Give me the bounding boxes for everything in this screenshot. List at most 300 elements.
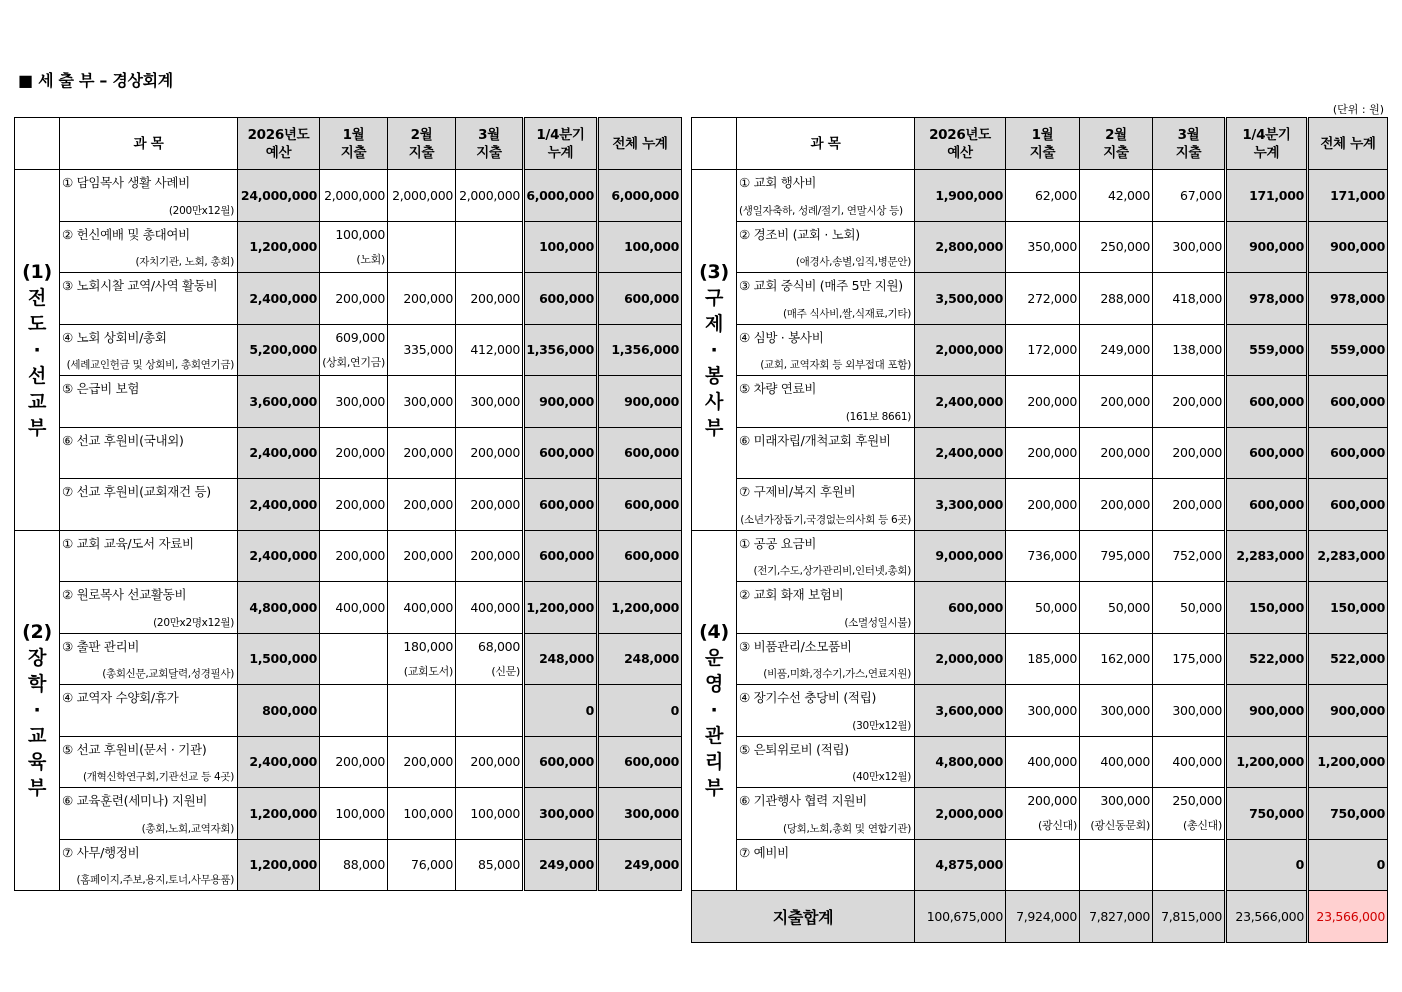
item-cell [737, 273, 915, 325]
cell-m1-note: (노회) [356, 252, 385, 266]
cell-m1-stack [320, 327, 387, 373]
cell-m2 [388, 582, 456, 634]
cell-m1-note: (상회,연기금) [322, 355, 385, 369]
item-cell [737, 530, 915, 582]
cell-budget-value: 2,400,000 [249, 496, 317, 512]
cell-budget-value: 2,000,000 [935, 651, 1003, 667]
cell-m3-value: 300,000 [470, 393, 520, 409]
cell-m1-value: 609,000 [335, 329, 385, 345]
summary-m2-value: 7,827,000 [1089, 909, 1150, 924]
cell-m1 [1006, 736, 1080, 788]
cell-m1 [320, 376, 388, 428]
item-cell [737, 376, 915, 428]
cell-total [598, 273, 682, 325]
item-note: (40만x12월) [852, 771, 911, 783]
cell-m3 [1153, 633, 1226, 685]
cell-q1 [1226, 324, 1308, 376]
cell-m1-value: 200,000 [335, 754, 385, 770]
cell-m2-value: 200,000 [1100, 445, 1150, 461]
cell-budget [238, 170, 320, 222]
header-subject-label: 과 목 [810, 135, 841, 152]
cell-m3 [1153, 273, 1226, 325]
cell-m1 [1006, 376, 1080, 428]
cell-budget [238, 839, 320, 891]
header-m3-line: 3월 [478, 126, 500, 143]
cell-q1-value: 600,000 [1249, 393, 1304, 409]
cell-q1 [524, 582, 598, 634]
section-label-char: 교 [27, 390, 47, 413]
cell-q1 [524, 788, 598, 840]
header-q1-line: 1/4분기 [536, 126, 585, 143]
cell-m1-value: 300,000 [1027, 702, 1077, 718]
table-row [692, 324, 1388, 376]
table-row [15, 788, 682, 840]
cell-q1-value: 600,000 [539, 290, 594, 306]
header-blank [692, 118, 737, 170]
item-cell [60, 839, 238, 891]
item-cell [737, 685, 915, 737]
cell-q1-value: 1,200,000 [526, 599, 594, 615]
item-cell [737, 736, 915, 788]
cell-m2-value: 200,000 [403, 548, 453, 564]
cell-budget-value: 2,000,000 [935, 805, 1003, 821]
cell-m1-value: 200,000 [335, 445, 385, 461]
cell-m1-value: 200,000 [335, 548, 385, 564]
cell-m2 [388, 530, 456, 582]
item-cell [60, 736, 238, 788]
cell-q1 [1226, 633, 1308, 685]
cell-budget [238, 324, 320, 376]
cell-budget-value: 2,400,000 [249, 445, 317, 461]
cell-total [1308, 376, 1388, 428]
cell-budget [915, 633, 1006, 685]
cell-budget-value: 3,300,000 [935, 496, 1003, 512]
item-cell [60, 170, 238, 222]
cell-budget-value: 2,400,000 [249, 290, 317, 306]
summary-q1 [1226, 891, 1308, 943]
cell-q1 [524, 324, 598, 376]
header-row [15, 118, 682, 170]
cell-m2 [388, 479, 456, 531]
cell-total-value: 750,000 [1330, 805, 1385, 821]
cell-q1 [1226, 685, 1308, 737]
cell-m1 [1006, 839, 1080, 891]
cell-q1-value: 6,000,000 [526, 187, 594, 203]
cell-total-value: 900,000 [624, 393, 679, 409]
item-name: ⑦ 사무/행정비 [62, 844, 140, 860]
item-note: (비품,미화,정수기,가스,연료지원) [763, 668, 911, 680]
section-label-char: 봉 [704, 364, 724, 387]
cell-budget-value: 2,400,000 [935, 445, 1003, 461]
cell-budget [915, 530, 1006, 582]
item-cell [737, 788, 915, 840]
cell-total-value: 1,200,000 [611, 599, 679, 615]
cell-m2 [1080, 685, 1153, 737]
item-note: (총회신문,교회달력,성경필사) [102, 668, 234, 680]
cell-m3-value: 67,000 [1180, 187, 1222, 203]
table-row [692, 736, 1388, 788]
cell-m1-value: 272,000 [1027, 290, 1077, 306]
cell-m3-value: 68,000 [478, 638, 520, 654]
item-name: ① 교회 행사비 [739, 175, 817, 190]
cell-m2-value: 200,000 [403, 445, 453, 461]
cell-total [1308, 427, 1388, 479]
item-note: (총회,노회,교역자회) [141, 822, 234, 835]
section-label-char: 구 [704, 286, 724, 309]
header-q1-line: 누계 [1253, 144, 1280, 161]
table-row [15, 736, 682, 788]
cell-total-value: 2,283,000 [1317, 548, 1385, 564]
cell-total-value: 171,000 [1330, 187, 1385, 203]
cell-m2-stack [1080, 790, 1152, 836]
cell-m3-value: 418,000 [1172, 290, 1222, 306]
item-cell [737, 839, 915, 891]
header-q1 [1226, 118, 1308, 170]
item-name: ③ 출판 관리비 [62, 638, 140, 654]
cell-m2 [388, 170, 456, 222]
cell-m3-stack [456, 636, 522, 682]
cell-m3-value: 200,000 [470, 548, 520, 564]
cell-m3 [1153, 685, 1226, 737]
cell-budget [238, 633, 320, 685]
cell-total [598, 221, 682, 273]
cell-q1-value: 2,283,000 [1236, 548, 1304, 564]
cell-total [598, 839, 682, 891]
cell-m3 [456, 427, 524, 479]
cell-q1 [1226, 273, 1308, 325]
item-cell [60, 530, 238, 582]
summary-label [692, 891, 915, 943]
cell-m1-value: 200,000 [335, 496, 385, 512]
cell-q1 [1226, 839, 1308, 891]
section-label-char: 관 [704, 725, 724, 748]
cell-m2 [1080, 324, 1153, 376]
header-total [1308, 118, 1388, 170]
cell-budget [915, 685, 1006, 737]
table-row [692, 170, 1388, 222]
item-cell [737, 324, 915, 376]
cell-budget [915, 273, 1006, 325]
cell-total-value: 900,000 [1330, 702, 1385, 718]
cell-q1 [1226, 736, 1308, 788]
cell-m2-value: 2,000,000 [392, 187, 453, 203]
header-m3-line: 지출 [476, 144, 502, 161]
table-row [15, 479, 682, 531]
cell-m2 [388, 376, 456, 428]
cell-m2-value: 162,000 [1100, 651, 1150, 667]
cell-m2 [1080, 736, 1153, 788]
cell-m3 [456, 530, 524, 582]
cell-total [1308, 839, 1388, 891]
cell-budget [238, 788, 320, 840]
cell-budget-value: 600,000 [948, 599, 1003, 615]
cell-m1-stack [320, 224, 387, 270]
header-subject [737, 118, 915, 170]
table-row [692, 530, 1388, 582]
cell-m1-stack [1006, 790, 1079, 836]
cell-m2-value: 200,000 [1100, 393, 1150, 409]
cell-m3-value: 200,000 [1172, 445, 1222, 461]
cell-q1 [1226, 582, 1308, 634]
cell-q1-value: 600,000 [539, 754, 594, 770]
header-m1-line: 1월 [342, 126, 365, 143]
item-name: ⑤ 선교 후원비(문서 · 기관) [62, 741, 207, 757]
summary-m3-value: 7,815,000 [1161, 909, 1222, 924]
table-row [15, 427, 682, 479]
header-subject-label: 과 목 [133, 135, 164, 152]
cell-total [598, 376, 682, 428]
header-q1-line: 누계 [547, 144, 574, 161]
cell-m3-value: 175,000 [1172, 651, 1222, 667]
item-cell [737, 427, 915, 479]
cell-m2 [1080, 376, 1153, 428]
cell-m1 [320, 170, 388, 222]
cell-budget [915, 582, 1006, 634]
section-label-char: 선 [27, 364, 47, 387]
header-m3-line: 지출 [1175, 144, 1202, 161]
cell-m1 [320, 788, 388, 840]
section-label-char: 부 [704, 416, 724, 439]
cell-total [1308, 324, 1388, 376]
table-row [15, 685, 682, 737]
summary-label-text: 지출합계 [772, 908, 834, 927]
item-cell [737, 479, 915, 531]
cell-total-value: 559,000 [1330, 342, 1385, 358]
item-note: (20만x2명x12월) [153, 616, 234, 629]
header-budget-line: 2026년도 [929, 126, 991, 143]
cell-total [598, 582, 682, 634]
table-row [692, 839, 1388, 891]
table-row [15, 273, 682, 325]
cell-budget [238, 530, 320, 582]
cell-m2 [1080, 582, 1153, 634]
cell-m1-value: 88,000 [343, 857, 385, 873]
cell-m1 [1006, 582, 1080, 634]
cell-m1 [1006, 427, 1080, 479]
item-cell [60, 479, 238, 531]
cell-budget-value: 800,000 [262, 702, 317, 718]
header-m3 [456, 118, 524, 170]
cell-m1 [320, 582, 388, 634]
cell-m2-value: 795,000 [1100, 548, 1150, 564]
cell-q1 [524, 530, 598, 582]
cell-m2 [1080, 530, 1153, 582]
cell-total-value: 600,000 [1330, 496, 1385, 512]
item-note: (자치기관, 노회, 총회) [135, 256, 234, 268]
cell-q1 [1226, 788, 1308, 840]
cell-q1 [1226, 221, 1308, 273]
cell-m1 [320, 273, 388, 325]
cell-m2 [1080, 170, 1153, 222]
item-cell [60, 685, 238, 737]
cell-m2-value: 300,000 [1100, 702, 1150, 718]
item-name: ⑦ 선교 후원비(교회재건 등) [62, 484, 211, 499]
cell-m2-value: 50,000 [1108, 599, 1150, 615]
cell-total-value: 0 [1376, 857, 1385, 873]
cell-m2 [1080, 479, 1153, 531]
cell-m2 [388, 788, 456, 840]
item-cell [737, 221, 915, 273]
header-budget-line: 2026년도 [247, 126, 310, 143]
cell-m3 [1153, 839, 1226, 891]
cell-budget-value: 4,875,000 [935, 857, 1003, 873]
cell-m2 [1080, 788, 1153, 840]
cell-budget-value: 9,000,000 [935, 548, 1003, 564]
cell-total-value: 1,200,000 [1317, 754, 1385, 770]
cell-budget [915, 427, 1006, 479]
cell-total [598, 479, 682, 531]
item-cell [60, 324, 238, 376]
cell-q1-value: 900,000 [1249, 702, 1304, 718]
item-name: ⑤ 차량 연료비 [739, 381, 817, 396]
table-row [692, 633, 1388, 685]
cell-m2-value: 288,000 [1100, 290, 1150, 306]
cell-m3-value: 200,000 [470, 290, 520, 306]
summary-m3 [1153, 891, 1226, 943]
table-row [15, 530, 682, 582]
table-row [15, 221, 682, 273]
cell-total [598, 427, 682, 479]
cell-m1-value: 400,000 [335, 599, 385, 615]
cell-budget-value: 2,000,000 [935, 342, 1003, 358]
cell-budget-value: 1,500,000 [249, 651, 317, 667]
cell-m1 [1006, 324, 1080, 376]
cell-m3 [1153, 788, 1226, 840]
header-m1-line: 1월 [1031, 126, 1054, 143]
cell-m3-value: 250,000 [1172, 793, 1222, 809]
cell-m1-note: (광신대) [1038, 819, 1077, 833]
cell-budget [915, 839, 1006, 891]
cell-q1-value: 100,000 [539, 239, 594, 255]
cell-m3-value: 200,000 [470, 445, 520, 461]
cell-m2-value: 200,000 [403, 496, 453, 512]
item-note: (30만x12월) [852, 719, 911, 732]
cell-q1-value: 978,000 [1249, 290, 1304, 306]
header-subject [60, 118, 238, 170]
cell-m3 [1153, 221, 1226, 273]
cell-total-value: 978,000 [1330, 290, 1385, 306]
cell-budget [238, 685, 320, 737]
table-row [692, 221, 1388, 273]
item-cell [737, 170, 915, 222]
cell-m3 [1153, 736, 1226, 788]
cell-q1-value: 600,000 [539, 496, 594, 512]
cell-total-value: 600,000 [624, 496, 679, 512]
section-label-char: (4) [699, 621, 729, 644]
summary-total [1308, 891, 1388, 943]
cell-m1 [320, 685, 388, 737]
item-name: ⑥ 교육훈련(세미나) 지원비 [62, 793, 208, 808]
section-label-char: · [710, 338, 718, 361]
cell-budget-value: 4,800,000 [935, 754, 1003, 770]
cell-total-value: 150,000 [1330, 599, 1385, 615]
cell-m2 [1080, 273, 1153, 325]
cell-m2 [388, 736, 456, 788]
cell-m3 [456, 221, 524, 273]
cell-budget [915, 788, 1006, 840]
item-note: (161보 8661) [845, 410, 911, 423]
summary-budget-value: 100,675,000 [926, 909, 1003, 924]
cell-total [1308, 788, 1388, 840]
cell-m2 [1080, 427, 1153, 479]
item-name: ③ 비품관리/소모품비 [739, 638, 852, 654]
cell-m3 [456, 582, 524, 634]
cell-q1 [1226, 170, 1308, 222]
cell-m1 [320, 530, 388, 582]
table-row [692, 685, 1388, 737]
item-note: (애경사,송별,임직,병문안) [795, 256, 911, 268]
header-m1-line: 지출 [340, 144, 367, 161]
cell-m3-value: 200,000 [470, 496, 520, 512]
cell-q1 [524, 479, 598, 531]
item-name: ⑤ 은퇴위로비 (적립) [739, 741, 849, 757]
cell-m2 [388, 839, 456, 891]
summary-row [692, 891, 1388, 943]
header-m2-line: 지출 [1103, 144, 1129, 161]
cell-total-value: 249,000 [624, 857, 679, 873]
section-label-char: · [33, 699, 41, 722]
cell-m2 [388, 633, 456, 685]
cell-m1-value: 62,000 [1035, 187, 1077, 203]
cell-m1 [1006, 273, 1080, 325]
item-cell [60, 427, 238, 479]
cell-q1-value: 900,000 [1249, 239, 1304, 255]
cell-m3-note: (신문) [491, 664, 520, 678]
cell-m3-value: 200,000 [470, 754, 520, 770]
item-note: (생일자축하, 성례/절기, 연말시상 등) [739, 204, 903, 217]
cell-budget [915, 221, 1006, 273]
cell-m1-value: 50,000 [1035, 599, 1077, 615]
header-total-label: 전체 누계 [1320, 135, 1376, 152]
cell-m3-value: 300,000 [1172, 239, 1222, 255]
cell-m2-note: (교회도서) [403, 664, 453, 678]
cell-q1-value: 750,000 [1249, 805, 1304, 821]
item-name: ⑦ 구제비/복지 후원비 [739, 484, 856, 499]
cell-m1-value: 200,000 [1027, 793, 1077, 809]
section-label-char: 영 [704, 673, 724, 696]
table-row [15, 324, 682, 376]
cell-m2 [1080, 839, 1153, 891]
cell-total [598, 736, 682, 788]
page-title: ■ 세 출 부 – 경상회계 [18, 71, 173, 90]
summary-total-value: 23,566,000 [1316, 909, 1385, 924]
cell-budget-value: 1,200,000 [249, 239, 317, 255]
cell-total [1308, 221, 1388, 273]
cell-m1 [320, 427, 388, 479]
cell-q1-value: 171,000 [1249, 187, 1304, 203]
cell-budget [238, 582, 320, 634]
cell-m2-value: 42,000 [1108, 187, 1150, 203]
item-name: ① 공공 요금비 [739, 535, 817, 551]
item-cell [60, 376, 238, 428]
cell-q1-value: 900,000 [539, 393, 594, 409]
cell-total [1308, 479, 1388, 531]
cell-m1 [320, 221, 388, 273]
cell-m2-value: 76,000 [411, 857, 453, 873]
cell-m3-value: 400,000 [1172, 754, 1222, 770]
cell-total [1308, 736, 1388, 788]
header-m2-line: 2월 [1105, 126, 1127, 143]
header-m2-line: 2월 [410, 126, 433, 143]
section-label-char: 리 [704, 751, 724, 774]
cell-q1 [524, 170, 598, 222]
item-name: ① 교회 교육/도서 자료비 [62, 535, 194, 551]
section-label-char: (3) [699, 260, 729, 283]
cell-total-value: 900,000 [1330, 239, 1385, 255]
cell-total [598, 324, 682, 376]
section-label-char: 부 [27, 416, 47, 439]
cell-m3-value: 752,000 [1172, 548, 1222, 564]
